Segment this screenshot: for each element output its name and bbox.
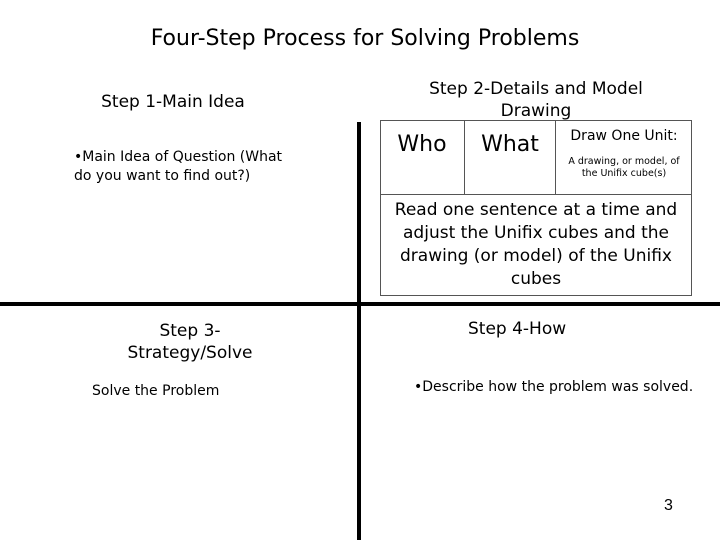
who-label: Who	[397, 132, 447, 157]
who-column	[380, 120, 464, 194]
model-row-separator	[380, 194, 692, 195]
page-title: Four-Step Process for Solving Problems	[150, 26, 580, 51]
step2-heading-line1: Step 2-Details and Model	[429, 79, 643, 99]
step4-heading: Step 4-How	[468, 319, 567, 339]
step1-heading: Step 1-Main Idea	[101, 92, 245, 112]
step4-bullet: •Describe how the problem was solved.	[414, 379, 694, 395]
draw-heading: Draw One Unit:	[570, 128, 678, 144]
draw-column	[556, 120, 692, 194]
draw-note: A drawing, or model, of the Unifix cube(s)	[568, 156, 680, 179]
step3-heading: Step 3-Strategy/Solve	[127, 321, 253, 363]
what-label: What	[481, 132, 539, 157]
step2-heading-line2: Drawing	[500, 101, 572, 121]
vertical-divider	[357, 122, 361, 540]
page-number: 3	[664, 497, 673, 514]
what-column	[464, 120, 556, 194]
step2-instruction: Read one sentence at a time and adjust the Unifix cubes and the drawing (or model) of the Unifix cubes	[394, 200, 678, 289]
step3-text: Solve the Problem	[92, 383, 220, 399]
horizontal-divider	[0, 302, 720, 306]
step1-bullet: •Main Idea of Question (What do you want to find out?)	[74, 149, 283, 184]
step2-heading	[380, 78, 692, 122]
